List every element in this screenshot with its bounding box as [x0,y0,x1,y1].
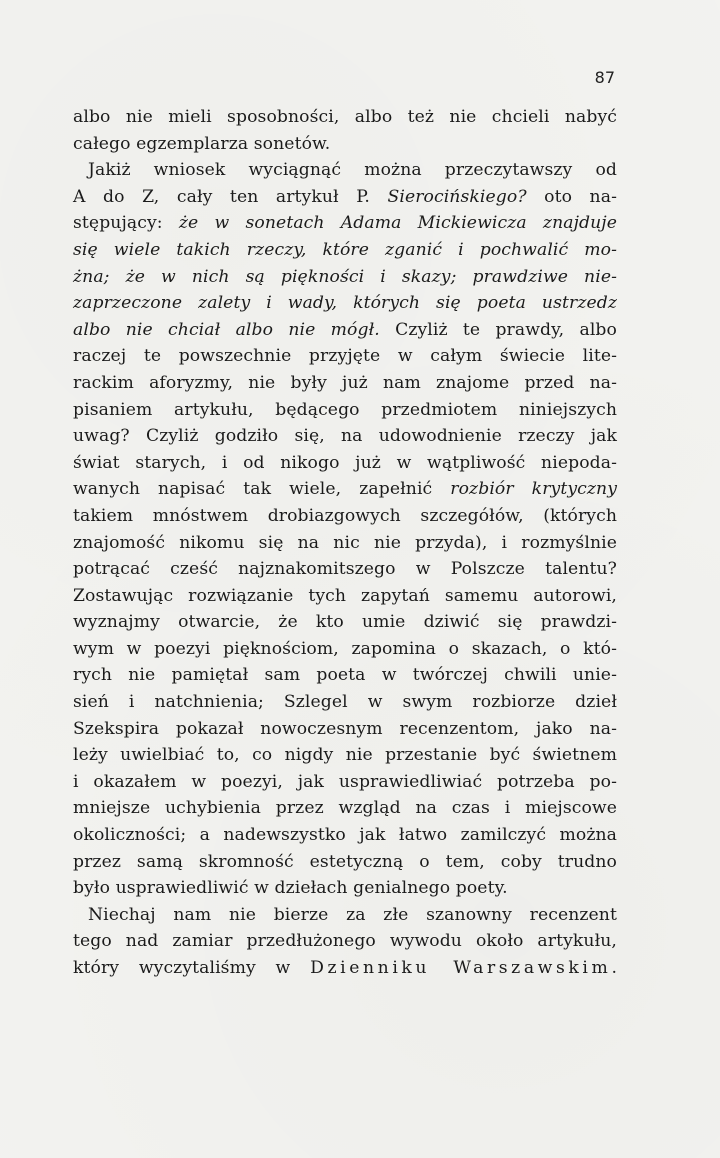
text-segment: przez samą skromność estetyczną o tem, coby trudno [73,851,617,872]
text-line [73,290,617,317]
spaced-text: Dzienniku Warszawskim [310,958,612,978]
text-line [73,955,617,982]
text-line [73,902,617,929]
italic-text: się wiele takich rzeczy, które zganić i pochwalić mo- [73,239,617,260]
text-segment: pisaniem artykułu, będącego przedmiotem niniejszych [73,399,617,420]
text-line [73,875,617,902]
text-line [73,716,617,743]
text-line [73,237,617,264]
page-number: 87 [594,68,615,87]
text-line [73,822,617,849]
text-segment: A do Z, cały ten artykuł P. [73,186,388,207]
italic-text: że w sonetach Adama Mickiewicza znajduje [178,213,617,234]
text-segment: raczej te powszechnie przyjęte w całym świecie lite- [73,346,617,367]
text-segment: było usprawiedliwić w dziełach genialnego poety. [73,878,508,899]
text-line [73,104,617,131]
italic-text: żna; że w nich są piękności i skazy; prawdziwe nie- [73,266,617,287]
text-line [73,769,617,796]
text-segment: Szekspira pokazał nowoczesnym recenzentom, jako na- [73,718,617,739]
text-line [73,450,617,477]
text-line [73,210,617,237]
text-line [73,583,617,610]
text-line [73,849,617,876]
body-text [73,104,617,982]
text-line [73,131,617,158]
text-line [73,689,617,716]
text-segment: stępujący: [73,213,179,234]
text-segment: Jakiż wniosek wyciągnąć można przeczytawszy od [88,160,617,181]
text-line [73,317,617,344]
text-line [73,662,617,689]
text-line [73,609,617,636]
text-segment: rackim aforyzmy, nie były już nam znajome przed na- [73,372,617,393]
text-line [73,184,617,211]
text-segment: tego nad zamiar przedłużonego wywodu około artykułu, [73,931,617,952]
text-segment: oto na- [526,186,617,207]
text-line [73,423,617,450]
italic-text: rozbiór krytyczny [450,479,618,500]
text-line [73,556,617,583]
text-line [73,476,617,503]
text-segment: albo nie mieli sposobności, albo też nie chcieli nabyć [73,107,617,127]
text-segment: wanych napisać tak wiele, zapełnić [73,479,451,500]
text-line [73,264,617,291]
text-line [73,795,617,822]
text-segment: uwag? Czyliż godziło się, na udowodnienie rzeczy jak [73,426,617,447]
text-line [73,928,617,955]
text-segment: potrącać cześć najznakomitszego w Polszcze talentu? [73,559,617,580]
text-segment: okoliczności; a nadewszystko jak łatwo zamilczyć można [73,825,617,846]
text-line [73,503,617,530]
text-segment: całego egzemplarza sonetów. [73,133,331,154]
text-segment: świat starych, i od nikogo już w wątpliwość niepoda- [73,452,617,473]
italic-text: zaprzeczone zalety i wady, których się poeta ustrzedz [73,293,617,314]
text-segment: rych nie pamiętał sam poeta w twórczej chwili unie- [73,665,617,686]
text-segment: i okazałem w poezyi, jak usprawiedliwiać potrzeba po- [73,771,617,792]
text-segment: . [611,958,618,978]
text-segment: Czyliż te prawdy, albo [379,319,617,340]
text-segment: takiem mnóstwem drobiazgowych szczegółów, (których [73,505,617,526]
text-segment: leży uwielbiać to, co nigdy nie przestanie być świetnem [73,745,617,766]
italic-text: albo nie chciał albo nie mógł. [73,319,380,340]
text-line [73,343,617,370]
text-line [73,636,617,663]
text-line [73,530,617,557]
text-segment: sień i natchnienia; Szlegel w swym rozbiorze dzieł [73,692,617,713]
text-segment: wyznajmy otwarcie, że kto umie dziwić się prawdzi- [73,612,617,633]
text-segment: znajomość nikomu się na nic nie przyda), i rozmyślnie [73,532,617,553]
text-segment: Zostawując rozwiązanie tych zapytań samemu autorowi, [73,585,617,606]
text-line [73,157,617,184]
text-segment: wym w poezyi pięknościom, zapomina o skazach, o któ- [73,638,617,659]
text-line [73,397,617,424]
italic-text: Sierocińskiego? [387,186,527,207]
text-segment: który wyczytaliśmy w [73,958,311,978]
text-line [73,742,617,769]
text-segment: mniejsze uchybienia przez wzgląd na czas i miejscowe [73,798,617,819]
text-segment: Niechaj nam nie bierze za złe szanowny recenzent [88,904,617,925]
text-line [73,370,617,397]
